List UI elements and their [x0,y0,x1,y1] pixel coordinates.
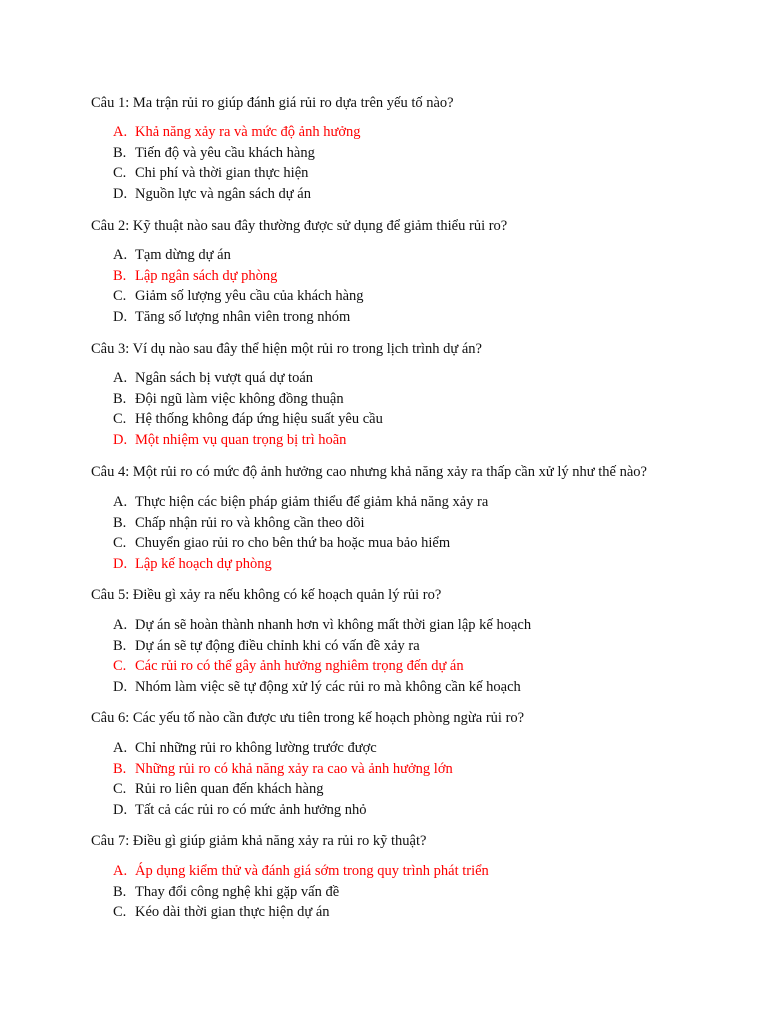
option-text: Nguồn lực và ngân sách dự án [135,185,311,202]
option-a [113,861,489,882]
option-d [113,430,383,451]
option-text: Ngân sách bị vượt quá dự toán [135,370,314,386]
option-text: Chấp nhận rủi ro và không cần theo dõi [135,514,365,531]
option-c [113,409,383,430]
option-a [113,122,361,143]
option-a [113,245,364,266]
option-c [113,656,531,677]
option-text: Giảm số lượng yêu cầu của khách hàng [135,288,364,304]
option-letter: A. [113,494,128,510]
option-letter: D. [113,431,128,448]
option-letter: C. [113,658,127,674]
option-d [113,554,488,575]
question-1 [91,93,454,202]
option-list [113,492,488,574]
option-letter: D. [113,678,128,695]
option-text: Chuyển giao rủi ro cho bên thứ ba hoặc mua bảo hiểm [135,535,451,551]
option-d [113,677,531,698]
option-list [113,738,453,820]
option-c [113,533,488,554]
option-text: Những rủi ro có khả năng xảy ra cao và ảnh hưởng lớn [135,760,453,777]
question-text: Câu 3: Ví dụ nào sau đây thể hiện một rủi ro trong lịch trình dự án? [91,341,482,357]
option-text: Các rủi ro có thể gây ảnh hưởng nghiêm trọng đến dự án [135,658,464,674]
option-letter: C. [113,411,127,427]
option-b [113,266,364,287]
option-b [113,882,489,903]
option-letter: B. [113,883,127,900]
option-letter: A. [113,863,128,879]
option-a [113,368,383,389]
option-d [113,184,361,205]
option-text: Khả năng xảy ra và mức độ ảnh hưởng [135,124,361,140]
option-letter: A. [113,247,128,263]
option-text: Thay đổi công nghệ khi gặp vấn đề [135,883,340,900]
option-list [113,368,383,450]
question-5 [91,585,532,695]
question-4 [91,462,647,572]
option-text: Dự án sẽ hoàn thành nhanh hơn vì không mất thời gian lập kế hoạch [135,617,532,633]
option-letter: A. [113,617,128,633]
question-text: Câu 5: Điều gì xảy ra nếu không có kế hoạch quản lý rủi ro? [91,587,442,603]
option-text: Rủi ro liên quan đến khách hàng [135,781,324,797]
option-text: Một nhiệm vụ quan trọng bị trì hoãn [135,431,347,448]
option-b [113,759,453,780]
option-text: Tất cả các rủi ro có mức ảnh hưởng nhỏ [135,801,367,818]
option-d [113,800,453,821]
option-text: Dự án sẽ tự động điều chỉnh khi có vấn đề xảy ra [135,637,420,654]
question-7 [91,831,489,920]
option-b [113,636,531,657]
option-b [113,143,361,164]
option-text: Tạm dừng dự án [135,247,231,263]
question-3 [91,339,482,448]
option-list [113,122,361,204]
option-letter: D. [113,555,128,572]
option-text: Nhóm làm việc sẽ tự động xử lý các rủi ro mà không cần kế hoạch [135,678,521,695]
option-letter: A. [113,370,128,386]
option-letter: B. [113,144,127,161]
option-text: Kéo dài thời gian thực hiện dự án [135,904,330,920]
option-letter: C. [113,288,127,304]
option-list [113,861,489,923]
question-text: Câu 6: Các yếu tố nào cần được ưu tiên trong kế hoạch phòng ngừa rủi ro? [91,710,525,726]
option-text: Tăng số lượng nhân viên trong nhóm [135,308,351,325]
option-text: Lập ngân sách dự phòng [135,267,278,284]
question-text: Câu 4: Một rủi ro có mức độ ảnh hưởng cao nhưng khả năng xảy ra thấp cần xử lý như thế nào? [91,464,647,480]
option-letter: D. [113,801,128,818]
option-b [113,389,383,410]
option-text: Áp dụng kiểm thử và đánh giá sớm trong quy trình phát triển [135,863,489,879]
option-letter: C. [113,781,127,797]
option-text: Đội ngũ làm việc không đồng thuận [135,390,344,407]
option-a [113,492,488,513]
option-text: Chỉ những rủi ro không lường trước được [135,740,377,756]
option-text: Lập kế hoạch dự phòng [135,555,272,572]
option-c [113,779,453,800]
question-6 [91,708,525,818]
option-letter: B. [113,637,127,654]
option-list [113,245,364,327]
option-c [113,163,361,184]
option-letter: A. [113,124,128,140]
option-letter: C. [113,165,127,181]
option-c [113,902,489,923]
option-text: Hệ thống không đáp ứng hiệu suất yêu cầu [135,411,383,427]
option-c [113,286,364,307]
option-a [113,615,531,636]
option-letter: C. [113,904,127,920]
option-letter: B. [113,267,127,284]
option-letter: D. [113,185,128,202]
option-letter: A. [113,740,128,756]
option-a [113,738,453,759]
option-letter: D. [113,308,128,325]
option-text: Chi phí và thời gian thực hiện [135,165,309,181]
option-letter: C. [113,535,127,551]
question-text: Câu 2: Kỹ thuật nào sau đây thường được sử dụng để giảm thiểu rủi ro? [91,218,508,234]
question-text: Câu 1: Ma trận rủi ro giúp đánh giá rủi ro dựa trên yếu tố nào? [91,95,454,111]
option-text: Thực hiện các biện pháp giảm thiểu để giảm khả năng xảy ra [135,494,489,510]
option-letter: B. [113,760,127,777]
question-text: Câu 7: Điều gì giúp giảm khả năng xảy ra rủi ro kỹ thuật? [91,833,427,849]
option-list [113,615,531,697]
option-b [113,513,488,534]
option-letter: B. [113,390,127,407]
option-d [113,307,364,328]
option-letter: B. [113,514,127,531]
question-2 [91,216,508,325]
option-text: Tiến độ và yêu cầu khách hàng [135,144,315,161]
